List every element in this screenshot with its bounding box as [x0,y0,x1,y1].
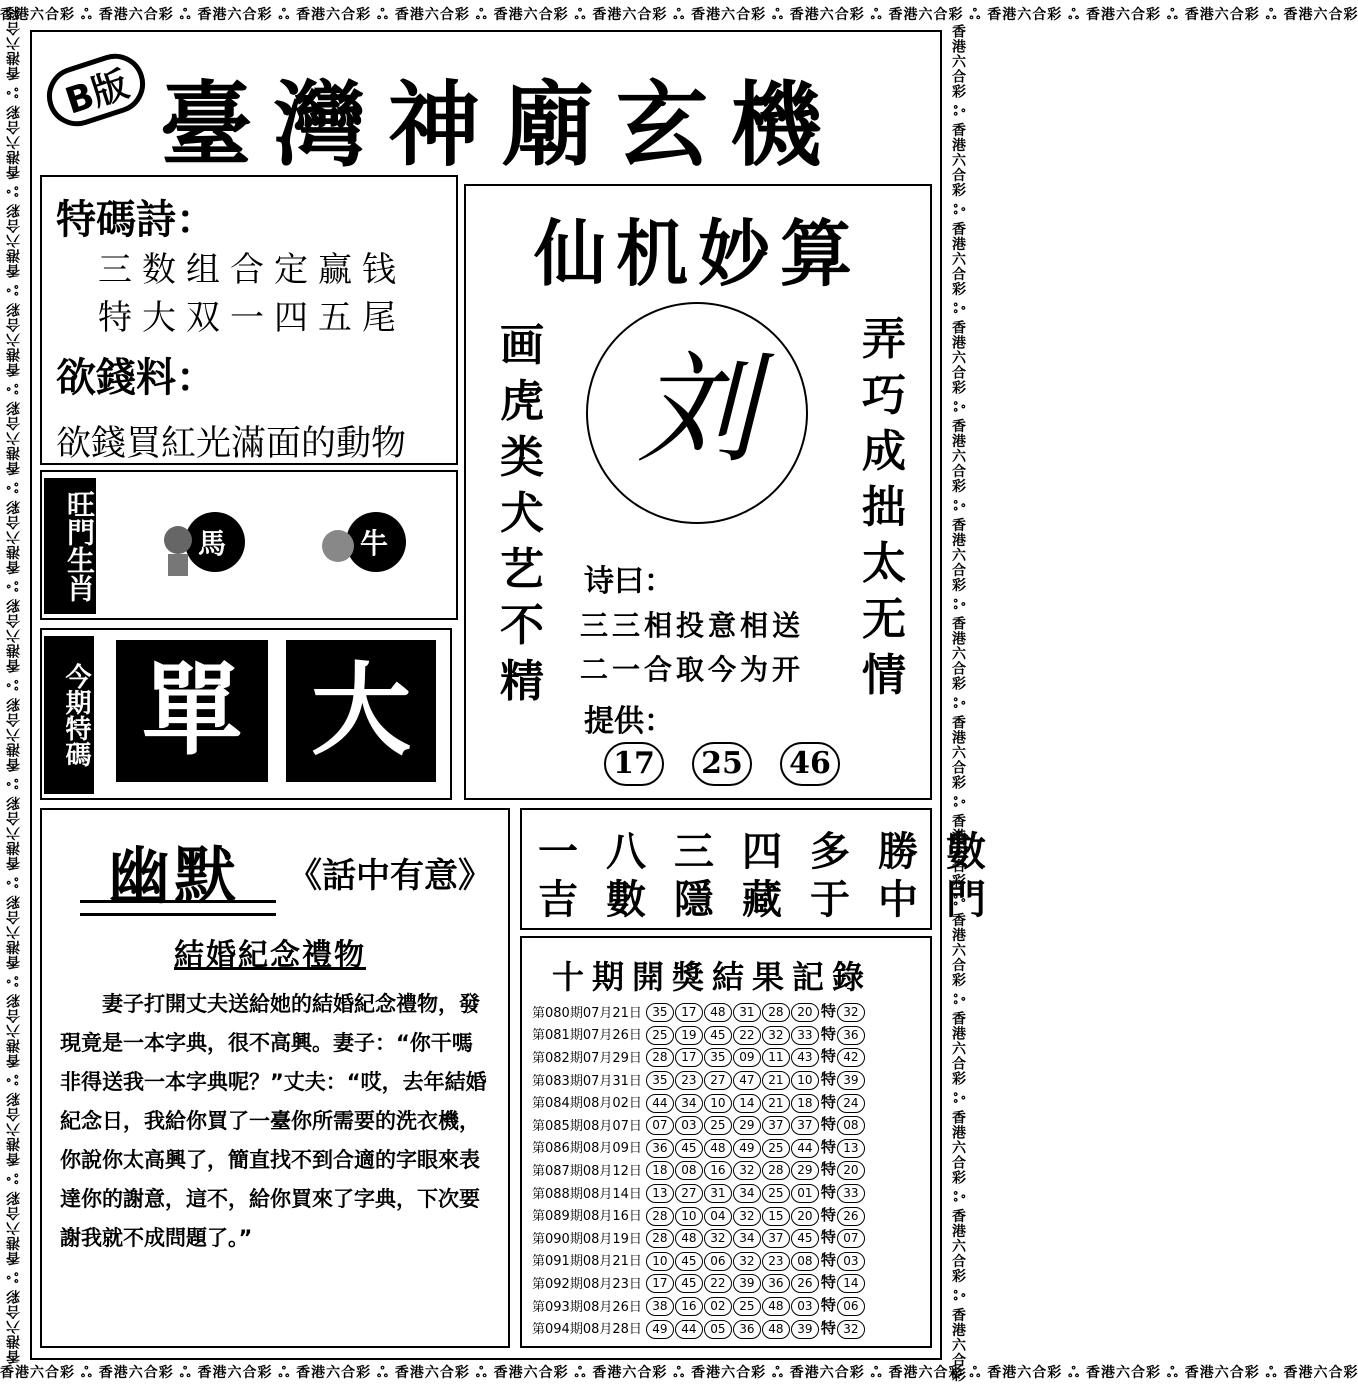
record-number: 17 [646,1274,674,1293]
record-number: 28 [762,1161,790,1180]
table-row [532,1023,866,1046]
record-number: 35 [646,1071,674,1090]
record-special-label: 特 [820,1024,836,1043]
record-number: 36 [646,1139,674,1158]
oracle-symbol: 刘 [637,341,757,480]
record-special-label: 特 [820,1296,836,1315]
special-code-odd: 單 [116,640,268,782]
record-number: 35 [646,1003,674,1022]
record-number: 17 [675,1003,703,1022]
record-number: 21 [762,1094,790,1113]
record-special-label: 特 [820,1273,836,1292]
border-band-bottom: 香港六合彩 ஃ 香港六合彩 ஃ 香港六合彩 ஃ 香港六合彩 ஃ 香港六合彩 ஃ 香港六合彩 ஃ 香港六合彩 ஃ 香港六合彩 ஃ 香港六合彩 ஃ 香港六合彩 ஃ 香港六合彩 ஃ 香港六合彩 ஃ 香港六合彩 ஃ 香港六合彩 [0,1365,1358,1381]
record-number: 16 [704,1161,732,1180]
record-number: 49 [733,1139,761,1158]
record-special-number: 24 [837,1094,865,1113]
record-numbers [646,1181,866,1204]
zodiac-ox-label: 牛 [360,527,389,560]
record-numbers [646,1203,866,1226]
record-number: 22 [733,1026,761,1045]
record-number: 45 [675,1274,703,1293]
table-row [532,1113,866,1136]
record-number: 31 [733,1003,761,1022]
record-special-label: 特 [820,1115,836,1134]
record-number: 27 [704,1071,732,1090]
record-number: 34 [733,1229,761,1248]
record-number: 37 [762,1229,790,1248]
record-special-label: 特 [820,1250,836,1269]
table-row [532,1271,866,1294]
record-number: 20 [791,1207,819,1226]
record-numbers [646,1316,866,1339]
record-number: 39 [791,1320,819,1339]
record-issue: 第092期08月23日 [532,1276,642,1292]
record-issue: 第093期08月26日 [532,1299,642,1315]
record-special-number: 14 [837,1274,865,1293]
record-number: 01 [791,1184,819,1203]
record-number: 22 [704,1274,732,1293]
records-table [532,1000,866,1339]
record-number: 25 [704,1116,732,1135]
oracle-title: 仙机妙算 [534,212,863,296]
record-number: 09 [733,1048,761,1067]
record-special-number: 20 [837,1161,865,1180]
record-number: 47 [733,1071,761,1090]
record-number: 34 [675,1094,703,1113]
joke-paragraph: 妻子打開丈夫送給她的結婚紀念禮物，發現竟是一本字典，很不高興。妻子：“你干嗎非得送我一本字典呢？”丈夫：“哎，去年結婚紀念日，我給你買了一臺你所需要的洗衣機，你說你太高興了，簡直找不到合適的字眼來表達你的謝意，這不，給你買來了字典，下次要謝我就不成問題了。” [60,992,487,1250]
record-special-label: 特 [820,1137,836,1156]
table-row [532,1226,866,1249]
record-number: 27 [675,1184,703,1203]
record-special-number: 33 [837,1184,865,1203]
record-number: 44 [646,1094,674,1113]
table-row [532,1294,866,1317]
record-number: 04 [704,1207,732,1226]
record-number: 29 [791,1161,819,1180]
record-special-number: 39 [837,1071,865,1090]
record-number: 08 [675,1161,703,1180]
record-number: 48 [762,1297,790,1316]
oracle-right-column: 弄巧成拙太无情 [862,314,906,701]
record-special-number: 32 [837,1003,865,1022]
record-special-number: 26 [837,1207,865,1226]
record-special-label: 特 [820,1160,836,1179]
record-number: 43 [791,1048,819,1067]
record-number: 06 [704,1252,732,1271]
record-issue: 第084期08月02日 [532,1096,642,1112]
record-numbers [646,1023,866,1046]
record-number: 31 [704,1184,732,1203]
record-number: 25 [762,1184,790,1203]
money-riddle-heading: 欲錢料： [56,355,216,401]
record-number: 48 [762,1320,790,1339]
record-issue: 第089期08月16日 [532,1209,642,1225]
record-issue: 第082期07月29日 [532,1050,642,1066]
record-number: 02 [704,1297,732,1316]
record-numbers [646,1000,866,1023]
record-numbers [646,1271,866,1294]
record-number: 13 [646,1184,674,1203]
record-number: 37 [791,1116,819,1135]
record-numbers [646,1090,866,1113]
record-issue: 第088期08月14日 [532,1186,642,1202]
table-row [532,1000,866,1023]
record-number: 45 [675,1252,703,1271]
poem-line-1: 三数组合定赢钱 [98,250,406,290]
record-number: 49 [646,1320,674,1339]
record-number: 18 [791,1094,819,1113]
table-row [532,1249,866,1272]
record-special-label: 特 [820,1318,836,1337]
record-numbers [646,1045,866,1068]
oracle-provide-label: 提供： [584,704,674,739]
record-number: 15 [762,1207,790,1226]
record-number: 28 [646,1229,674,1248]
record-number: 44 [675,1320,703,1339]
border-band-left: 香港六合彩 ஃ 香港六合彩 ஃ 香港六合彩 ஃ 香港六合彩 ஃ 香港六合彩 ஃ 香港六合彩 ஃ 香港六合彩 ஃ 香港六合彩 ஃ 香港六合彩 ஃ 香港六合彩 ஃ 香港六合彩 ஃ 香港六合彩 ஃ 香港六合彩 ஃ 香港六合彩 [6,5,22,1364]
record-number: 28 [762,1003,790,1022]
record-number: 45 [704,1026,732,1045]
record-number: 38 [646,1297,674,1316]
oracle-number: 17 [604,742,664,786]
record-numbers [646,1113,866,1136]
record-special-number: 13 [837,1139,865,1158]
records-title: 十期開獎結果記錄 [552,958,873,996]
oracle-left-column: 画虎类犬艺不精 [500,320,544,707]
record-number: 39 [733,1274,761,1293]
record-number: 48 [704,1139,732,1158]
table-row [532,1068,866,1091]
record-number: 21 [762,1071,790,1090]
record-numbers [646,1226,866,1249]
oracle-poem-line-2: 二一合取今为开 [580,653,805,686]
record-special-number: 06 [837,1297,865,1316]
table-row [532,1158,866,1181]
record-number: 45 [675,1139,703,1158]
poem-heading: 特碼詩： [56,197,216,243]
record-special-number: 32 [837,1320,865,1339]
record-number: 37 [762,1116,790,1135]
record-issue: 第080期07月21日 [532,1005,642,1021]
record-numbers [646,1068,866,1091]
money-riddle-text: 欲錢買紅光滿面的動物 [56,424,407,464]
record-issue: 第094期08月28日 [532,1322,642,1338]
record-numbers [646,1294,866,1317]
record-number: 35 [704,1048,732,1067]
record-special-number: 08 [837,1116,865,1135]
record-number: 33 [791,1026,819,1045]
record-number: 18 [646,1161,674,1180]
lucky-zodiac-label: 旺門生肖 [44,478,96,614]
record-issue: 第086期08月09日 [532,1141,642,1157]
record-number: 45 [791,1229,819,1248]
record-number: 32 [733,1207,761,1226]
oracle-number: 46 [780,742,840,786]
record-number: 05 [704,1320,732,1339]
record-number: 10 [675,1207,703,1226]
zodiac-horse-label: 馬 [198,527,227,560]
record-issue: 第090期08月19日 [532,1231,642,1247]
zodiac-ox [318,508,408,580]
record-special-label: 特 [820,1002,836,1021]
table-row [532,1045,866,1068]
record-number: 08 [791,1252,819,1271]
record-issue: 第085期08月07日 [532,1118,642,1134]
table-row [532,1136,866,1159]
record-special-label: 特 [820,1183,836,1202]
record-special-number: 36 [837,1026,865,1045]
record-issue: 第091期08月21日 [532,1254,642,1270]
border-band-top: 香港六合彩 ஃ 香港六合彩 ஃ 香港六合彩 ஃ 香港六合彩 ஃ 香港六合彩 ஃ 香港六合彩 ஃ 香港六合彩 ஃ 香港六合彩 ஃ 香港六合彩 ஃ 香港六合彩 ஃ 香港六合彩 ஃ 香港六合彩 ஃ 香港六合彩 ஃ 香港六合彩 [0,7,1358,23]
record-numbers [646,1249,866,1272]
record-number: 19 [675,1026,703,1045]
record-special-number: 42 [837,1048,865,1067]
record-special-label: 特 [820,1228,836,1247]
record-number: 48 [675,1229,703,1248]
record-number: 32 [704,1229,732,1248]
record-number: 03 [675,1116,703,1135]
record-special-number: 07 [837,1229,865,1248]
hidden-gate-row-2: 吉數隱藏于中門 [538,877,1014,923]
record-numbers [646,1158,866,1181]
record-numbers [646,1136,866,1159]
record-number: 26 [791,1274,819,1293]
record-special-label: 特 [820,1092,836,1111]
record-issue: 第083期07月31日 [532,1073,642,1089]
record-special-number: 03 [837,1252,865,1271]
record-number: 28 [646,1207,674,1226]
record-number: 20 [791,1003,819,1022]
table-row [532,1181,866,1204]
oracle-number: 25 [692,742,752,786]
record-number: 03 [791,1297,819,1316]
joke-heading: 幽默 [108,839,241,912]
record-number: 32 [733,1252,761,1271]
joke-title: 結婚紀念禮物 [174,938,366,973]
record-number: 44 [791,1139,819,1158]
record-special-label: 特 [820,1047,836,1066]
edition-badge: B版 [39,46,153,134]
record-number: 25 [733,1297,761,1316]
special-code-big: 大 [286,640,436,782]
special-code-label: 今期特碼 [44,636,94,794]
joke-heading-underline [80,900,276,916]
table-row [532,1090,866,1113]
record-number: 36 [762,1274,790,1293]
record-number: 25 [646,1026,674,1045]
record-number: 32 [733,1161,761,1180]
oracle-poem-line-1: 三三相投意相送 [580,609,805,642]
page-title: 臺灣神廟玄機 [160,71,845,179]
record-number: 10 [704,1094,732,1113]
record-number: 28 [646,1048,674,1067]
border-band-right: 香港六合彩 ஃ 香港六合彩 ஃ 香港六合彩 ஃ 香港六合彩 ஃ 香港六合彩 ஃ 香港六合彩 ஃ 香港六合彩 ஃ 香港六合彩 ஃ 香港六合彩 ஃ 香港六合彩 ஃ 香港六合彩 ஃ 香港六合彩 ஃ 香港六合彩 ஃ 香港六合彩 [950,24,966,1383]
record-number: 32 [762,1026,790,1045]
record-number: 23 [762,1252,790,1271]
zodiac-horse [160,508,250,580]
table-row [532,1316,866,1339]
poem-line-2: 特大双一四五尾 [98,298,406,338]
record-number: 25 [762,1139,790,1158]
joke-subheading: 《話中有意》 [288,856,492,896]
record-number: 16 [675,1297,703,1316]
record-number: 17 [675,1048,703,1067]
record-number: 11 [762,1048,790,1067]
record-number: 23 [675,1071,703,1090]
oracle-poem-heading: 诗曰： [584,564,674,599]
record-number: 48 [704,1003,732,1022]
record-issue: 第087期08月12日 [532,1163,642,1179]
record-special-label: 特 [820,1205,836,1224]
record-number: 10 [791,1071,819,1090]
table-row [532,1203,866,1226]
record-number: 29 [733,1116,761,1135]
record-special-label: 特 [820,1070,836,1089]
record-number: 07 [646,1116,674,1135]
oracle-numbers [604,742,868,786]
record-number: 10 [646,1252,674,1271]
hidden-gate-row-1: 一八三四多勝數 [538,829,1014,875]
record-issue: 第081期07月26日 [532,1028,642,1044]
record-number: 36 [733,1320,761,1339]
record-number: 34 [733,1184,761,1203]
record-number: 14 [733,1094,761,1113]
